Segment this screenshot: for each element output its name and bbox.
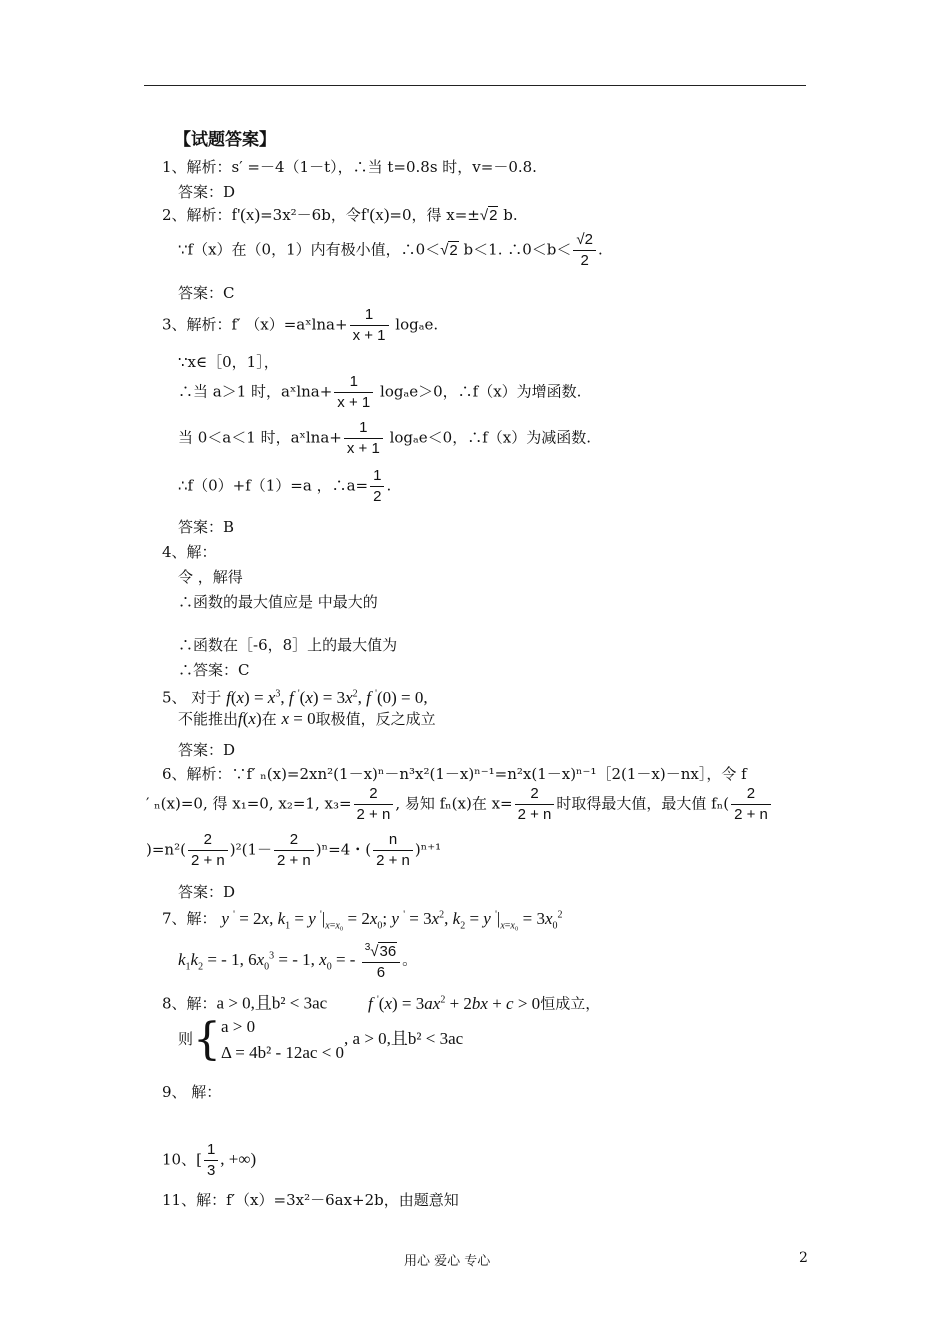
q2-rest: =0，得 x=±: [389, 206, 480, 224]
q5-line1: 5、 对于 $f(x) = x^3$, f $'(x) = 3x^2$, f '(0) = 0,: [162, 687, 428, 707]
q6-line1: 6、解析：∵f′ ₙ(x)=2xn²(1－x)ⁿ－n³x²(1－x)ⁿ⁻¹=n²x(1－x)ⁿ⁻¹［2(1－x)－nx］，令 f: [162, 765, 747, 783]
q5-line2: 不能推出f(x)在 x = 0取极值，反之成立: [178, 709, 436, 728]
q8-line2: 则{ a > 0 Δ = 4b² - 12ac < 0 , a > 0,且b² < 3ac: [178, 1014, 464, 1065]
q2-fraction: $\frac{√2}{2}$: [573, 230, 596, 271]
q3-line1: 3、解析：f′ （x）=aˣlna+ $\frac{1}{x + 1}$ logₐe.: [162, 306, 439, 344]
q2-line2: ∵f（x）在（0，1）内有极小值，∴0＜√2 b＜1. ∴0＜b＜ $\frac{√2}{2}$ .: [178, 231, 603, 269]
q1-line: 1、解析：s′ =－4（1－t），∴当 t=0.8s 时，v=－0.8.: [162, 158, 537, 176]
q8-system: a > 0 Δ = 4b² - 12ac < 0: [221, 1017, 345, 1062]
q11-line1: 11、解：f′（x）=3x²－6ax+2b，由题意知: [162, 1191, 459, 1209]
left-brace-icon: {: [193, 1014, 222, 1065]
q4-line4: ∴函数在［-6，8］上的最大值为: [178, 636, 398, 654]
q6-line2: ′ ₙ(x)=0, 得 x₁=0, x₂=1, x₃= $\frac{2}{2 + n}$ , 易知 fₙ(x)在 x= $\frac{2}{2 + n}$ 时取得最大值，最大值 fₙ( $\frac{2}{2 + n}$: [146, 784, 773, 825]
q3-line3: ∴当 a＞1 时，aˣlna+ $\frac{1}{x + 1}$ logₐe＞0，∴f（x）为增函数.: [178, 373, 582, 411]
q5-answer: 答案：D: [178, 741, 236, 759]
q3-line5: ∴f（0）+f（1）=a ，∴a= $\frac{1}{2}$ .: [178, 467, 392, 505]
q6-answer: 答案：D: [178, 883, 236, 901]
q7-line1: 7、解： y ' = 2x, $k_1 = y$ $'|_{x=x_0} = 2x_0$; y $' = 3x^2$, $k_2 = y$ $'|_{x=x_0} = 3x_0^2$: [162, 908, 563, 932]
q7-formula2: $k_1k_2$ = - 1, $6x_0^3$ = - 1, $x_0$ = -: [178, 949, 360, 972]
q7-line2: $k_1k_2$ = - 1, $6x_0^3$ = - 1, $x_0$ = - $\frac{^3√36}{6}$ 。: [178, 938, 417, 983]
q7-formula1: y ' = 2x, $k_1 = y$ $'|_{x=x_0} = 2x_0$; y $' = 3x^2$, $k_2 = y$ $'|_{x=x_0} = 3x_0^2$: [221, 908, 563, 932]
q2-num: 2、解析：: [162, 206, 232, 224]
page-number: 2: [799, 1250, 808, 1266]
q2-tail: b.: [503, 206, 518, 224]
q4-line1: 4、解：: [162, 543, 217, 561]
q2-line1: [162, 205, 518, 226]
q9-line1: 9、 解：: [162, 1083, 222, 1101]
q1-answer: 答案：D: [178, 183, 236, 201]
section-title: 【试题答案】: [174, 130, 276, 150]
q4-line2: 令 ，解得: [178, 568, 243, 586]
q2-eq: =3x²－6b，令: [260, 206, 361, 224]
q3-answer: 答案：B: [178, 518, 235, 536]
header-rule: [144, 85, 806, 86]
q2-answer: 答案：C: [178, 284, 235, 302]
q8-line1: 8、解：a > 0,且b² < 3ac f $'(x) = 3ax^2 + 2bx + c > 0$恒成立，: [162, 993, 601, 1013]
q6-line3: )=n²( $\frac{2}{2 + n}$ )²(1－ $\frac{2}{2 + n}$ )ⁿ=4・( $\frac{n}{2 + n}$ )ⁿ⁺¹: [146, 831, 442, 869]
footer-text: 用心 爱心 专心: [404, 1254, 491, 1269]
q5-formula: $f(x) = x^3$, f $'(x) = 3x^2$, f '(0) = 0,: [226, 687, 428, 707]
q3-line2: ∵x∈［0，1］，: [178, 353, 279, 371]
q2-fx2: f'(x): [360, 205, 390, 224]
q3-line4: 当 0＜a＜1 时，aˣlna+ $\frac{1}{x + 1}$ logₐe＜0，∴f（x）为减函数.: [178, 419, 591, 457]
q4-line5: ∴答案：C: [178, 661, 250, 679]
q8-derivative: f $'(x) = 3ax^2 + 2bx + c > 0$: [368, 993, 541, 1013]
q8-condition: a > 0,且b² < 3ac: [216, 993, 328, 1013]
q2-sqrt: √2: [479, 207, 498, 224]
q4-line3: ∴函数的最大值应是 中最大的: [178, 593, 378, 611]
q2-fx: f'(x): [231, 205, 261, 224]
q10-line1: 10、[ $\frac{1}{3}$ , +∞): [162, 1141, 257, 1179]
